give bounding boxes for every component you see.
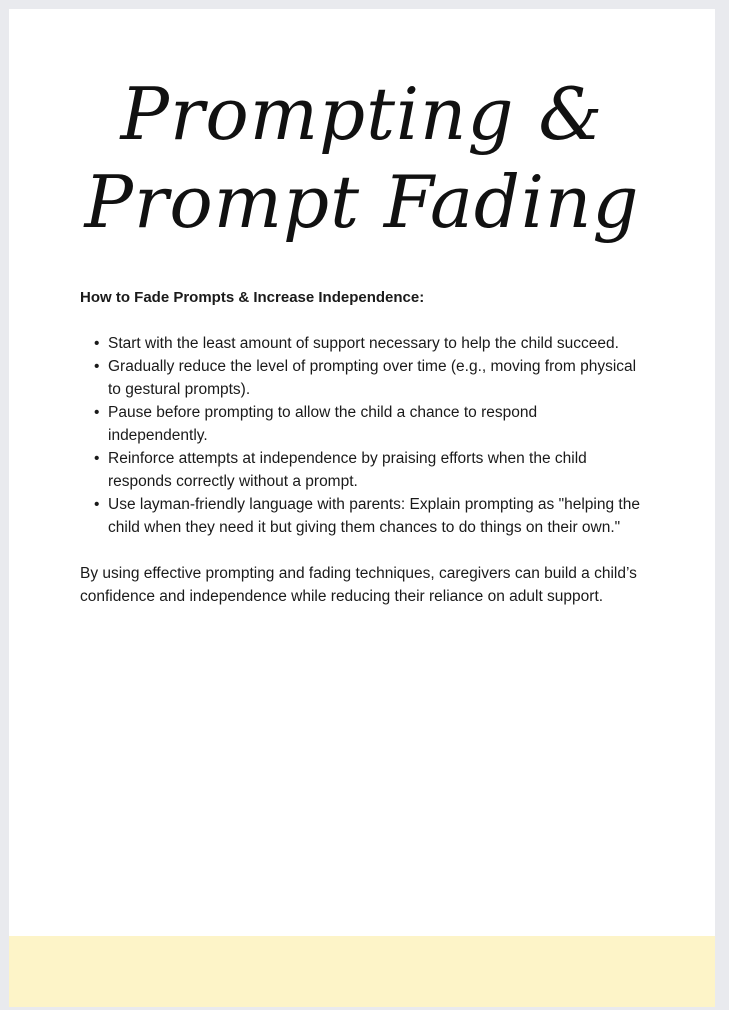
document-body <box>80 286 640 608</box>
title-line-2: Prompt Fading <box>84 160 640 244</box>
list-item-text: Start with the least amount of support necessary to help the child succeed. <box>108 335 619 352</box>
bullet-icon: • <box>94 358 100 375</box>
list-item-text: Reinforce attempts at independence by praising efforts when the child responds correctly without a prompt. <box>108 450 587 490</box>
list-item <box>94 401 640 447</box>
list-item-text: Use layman-friendly language with parents: Explain prompting as "helping the child when they need it but giving them chances to do things on their own." <box>108 496 640 536</box>
bullet-icon: • <box>94 335 100 352</box>
title-line-1: Prompting & <box>120 72 604 156</box>
section-heading: How to Fade Prompts & Increase Independence: <box>80 289 425 306</box>
page-title <box>9 49 715 279</box>
list-item-text: Gradually reduce the level of prompting over time (e.g., moving from physical to gestural prompts). <box>108 358 637 398</box>
bullet-icon: • <box>94 496 100 513</box>
list-item <box>94 493 640 539</box>
closing-paragraph: By using effective prompting and fading techniques, caregivers can build a child’s confidence and independence while reducing their reliance on adult support. <box>80 565 637 605</box>
document-page <box>9 9 715 1007</box>
bullet-list <box>80 332 640 539</box>
bullet-icon: • <box>94 450 100 467</box>
list-item-text: Pause before prompting to allow the child a chance to respond independently. <box>108 404 538 444</box>
list-item <box>94 355 640 401</box>
list-item <box>94 447 640 493</box>
bullet-icon: • <box>94 404 100 421</box>
footer-band <box>9 936 715 1007</box>
list-item <box>94 332 640 355</box>
